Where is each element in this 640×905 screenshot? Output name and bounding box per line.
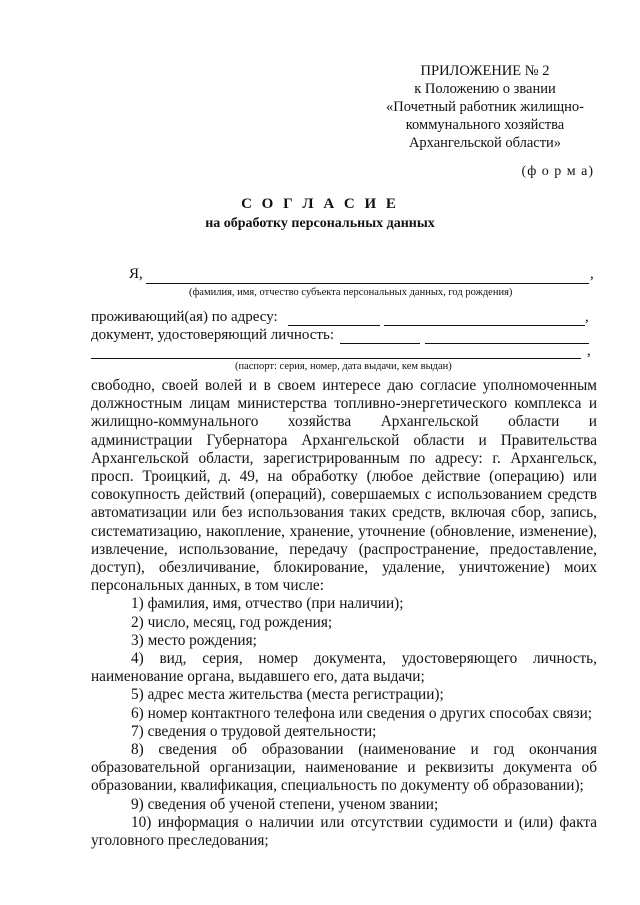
list-item: 5) адрес места жительства (места регистрации); bbox=[131, 686, 444, 704]
list-item: 2) число, месяц, год рождения; bbox=[131, 613, 333, 631]
list-item: 8) сведения об образовании (наименование и год окончания образовательной организации, наименование и реквизиты документа об образовании, квалификация, специальность по документу об образовании); bbox=[91, 741, 597, 795]
list-item: 10) информация о наличии или отсутствии судимости и (или) факта уголовного преследования; bbox=[91, 813, 597, 850]
ya-label: Я, bbox=[129, 266, 143, 282]
form-label: (ф о р м а) bbox=[521, 164, 594, 179]
appendix-number: ПРИЛОЖЕНИЕ № 2 bbox=[420, 63, 550, 79]
appendix-line: к Положению о звании bbox=[414, 81, 556, 97]
list-item: 7) сведения о трудовой деятельности; bbox=[131, 722, 377, 740]
document-label: документ, удостоверяющий личность: bbox=[91, 327, 334, 343]
address-field-continued[interactable] bbox=[384, 325, 585, 326]
comma: , bbox=[590, 266, 594, 282]
appendix-line: «Почетный работник жилищно- bbox=[386, 99, 584, 115]
appendix-header bbox=[360, 62, 610, 152]
list-item: 1) фамилия, имя, отчество (при наличии); bbox=[131, 595, 404, 613]
appendix-line: Архангельской области» bbox=[408, 135, 562, 151]
document-field[interactable] bbox=[340, 343, 420, 344]
name-hint: (фамилия, имя, отчество субъекта персональных данных, год рождения) bbox=[189, 287, 513, 298]
address-field[interactable] bbox=[288, 325, 380, 326]
document-subtitle: на обработку персональных данных bbox=[205, 216, 435, 231]
passport-hint: (паспорт: серия, номер, дата выдачи, кем выдан) bbox=[235, 361, 452, 372]
consent-paragraph: свободно, своей волей и в своем интересе даю согласие уполномоченным должностным лицам министерства топливно-энергетического комплекса и жилищно-коммунального хозяйства Архангельской области и администрации Губернатора Архангельской области и Правительства Архангельской области, зарегистрированным по адресу: г. Архангельск, просп. Троицкий, д. 49, на обработку (любое действие (операцию) или совокупность действий (операций), совершаемых с использованием средств автоматизации или без использования таких средств, включая сбор, запись, систематизацию, накопление, хранение, уточнение (обновление, изменение), извлечение, использование, передачу (распространение, предоставление, доступ), обезличивание, блокирование, удаление, уничтожение) моих персональных данных, в том числе: bbox=[91, 377, 597, 595]
comma: , bbox=[587, 343, 591, 359]
list-item: 4) вид, серия, номер документа, удостоверяющего личность, наименование органа, выдавшего его, дата выдачи; bbox=[91, 650, 597, 686]
address-label: проживающий(ая) по адресу: bbox=[91, 309, 278, 325]
passport-field[interactable] bbox=[91, 358, 581, 359]
appendix-line: коммунального хозяйства bbox=[405, 117, 565, 133]
consent-body bbox=[91, 377, 597, 850]
list-item: 6) номер контактного телефона или сведения о других способах связи; bbox=[131, 704, 593, 722]
comma: , bbox=[585, 309, 589, 325]
document-title: С О Г Л А С И Е bbox=[241, 196, 399, 212]
document-field-continued[interactable] bbox=[425, 343, 589, 344]
list-item: 9) сведения об ученой степени, ученом звании; bbox=[131, 795, 439, 813]
list-item: 3) место рождения; bbox=[131, 631, 257, 649]
name-field[interactable] bbox=[146, 283, 589, 284]
